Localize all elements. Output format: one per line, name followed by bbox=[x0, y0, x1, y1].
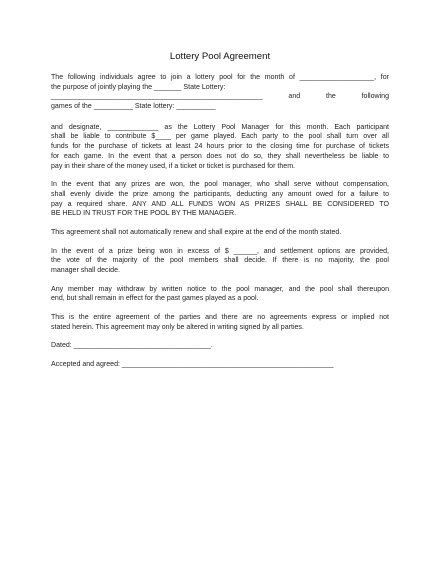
prize-line: In the event that any prizes are won, the pool manager, who shall serve without compensation, bbox=[51, 181, 389, 189]
manager-line: shall be liable to contribute $____ per game played. Each party to the pool shall turn over all bbox=[51, 133, 389, 141]
intro-line: games of the __________ State lottery: __________ bbox=[51, 103, 216, 111]
manager-line: funds for the purchase of tickets at least 24 hours prior to the closing time for purchase of tickets bbox=[51, 143, 389, 151]
manager-paragraph bbox=[51, 123, 389, 171]
settlement-line: manager shall decide. bbox=[51, 267, 120, 274]
manager-line: for each game. In the event that a person does not do so, they shall nevertheless be liable to bbox=[51, 152, 389, 160]
settlement-paragraph bbox=[51, 247, 389, 276]
document-title: Lottery Pool Agreement bbox=[169, 51, 271, 62]
manager-line: pay in their share of the money used, if a ticket or ticket is purchased for them. bbox=[51, 162, 296, 170]
intro-paragraph bbox=[51, 73, 389, 112]
withdraw-line: end, but shall remain in effect for the past games played as a pool. bbox=[51, 295, 259, 303]
intro-line: The following individuals agree to join a lottery pool for the month of ___________________, for bbox=[51, 74, 389, 81]
document-body bbox=[51, 73, 389, 370]
settlement-line: the vote of the majority of the pool members shall decide. If there is no majority, the pool bbox=[51, 257, 389, 265]
prize-paragraph bbox=[51, 180, 389, 219]
prize-line: shall evenly divide the prize among the participants, deducting any amount owed for a failure to bbox=[51, 190, 389, 198]
manager-line: and designate, _____________ as the Lottery Pool Manager for this month. Each participant bbox=[51, 123, 389, 131]
dated-signature-line: Dated: ___________________________________. bbox=[51, 342, 213, 350]
withdraw-paragraph bbox=[51, 285, 389, 304]
prize-line: pay a required share. ANY AND ALL FUNDS WON AS PRIZES SHALL BE CONSIDERED TO bbox=[51, 200, 389, 208]
renew-paragraph bbox=[51, 228, 389, 238]
entire-line: stated herein. This agreement may only be altered in writing signed by all parties. bbox=[51, 323, 304, 331]
intro-line: the purpose of jointly playing the _______ State Lottery: bbox=[51, 83, 226, 91]
entire-line: This is the entire agreement of the parties and there are no agreements express or implied not bbox=[51, 314, 389, 322]
withdraw-line: Any member may withdraw by written notice to the pool manager, and the pool shall thereupon bbox=[51, 285, 389, 293]
settlement-line: In the event of a prize being won in excess of $ ______, and settlement options are provided, bbox=[51, 247, 389, 255]
intro-line: ______________________________________________________ and the following bbox=[51, 93, 389, 101]
accepted-signature-line: Accepted and agreed: ______________________________________________________ bbox=[51, 361, 334, 369]
entire-agreement-paragraph bbox=[51, 313, 389, 332]
renew-line: This agreement shall not automatically renew and shall expire at the end of the month stated. bbox=[51, 228, 342, 236]
prize-line: BE HELD IN TRUST FOR THE POOL BY THE MANAGER. bbox=[51, 210, 237, 218]
